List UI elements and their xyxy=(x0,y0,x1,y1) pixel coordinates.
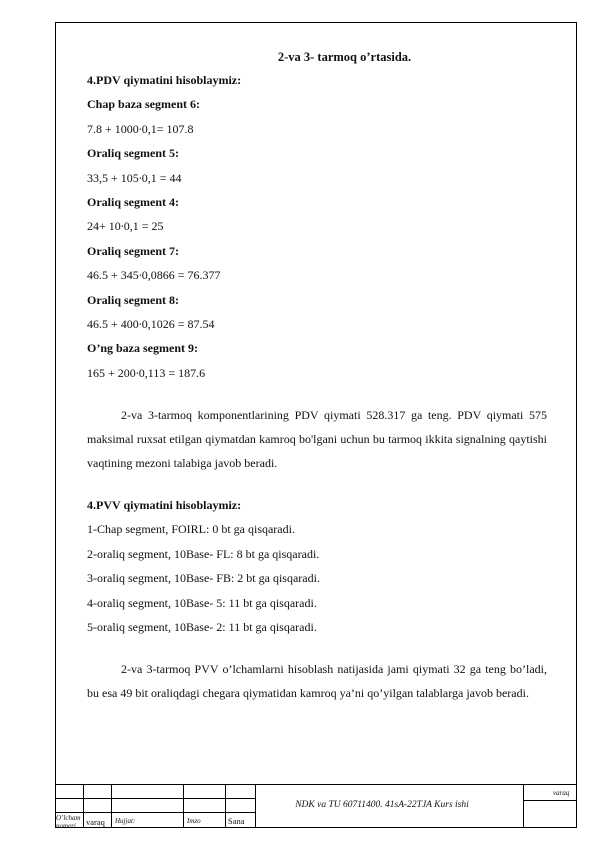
pdv-heading: 4.PDV qiymatini hisoblaymiz: xyxy=(87,73,242,87)
spacer xyxy=(87,475,547,493)
seg5-label: Oraliq segment 5: xyxy=(87,146,179,161)
pvv-item: 5-oraliq segment, 10Base- 2: 11 bt ga qisqaradi. xyxy=(87,620,317,635)
pvv-item: 3-oraliq segment, 10Base- FB: 2 bt ga qisqaradi. xyxy=(87,571,320,586)
pvv-item: 2-oraliq segment, 10Base- FL: 8 bt ga qisqaradi. xyxy=(87,546,320,561)
document-body xyxy=(87,46,547,705)
seg8-calc: 46.5 + 400∙0,1026 = 87.54 xyxy=(87,316,215,331)
seg9-calc: 165 + 200∙0,113 = 187.6 xyxy=(87,365,206,380)
seg4-calc: 24+ 10∙0,1 = 25 xyxy=(87,219,164,234)
pvv-conclusion: 2-va 3-tarmoq PVV o’lchamlarni hisoblash natijasida jami qiymati 32 ga teng bo’ladi, bu esa 49 bit oraliqdagi chegara qiymatidan kamroq ya’ni qo’yilgan talablarga javob beradi. xyxy=(87,662,547,701)
seg7-label: Oraliq segment 7: xyxy=(87,243,179,258)
seg6-label: Chap baza segment 6: xyxy=(87,97,200,112)
seg9-label: O’ng baza segment 9: xyxy=(87,341,198,356)
section-title: 2-va 3- tarmoq o’rtasida. xyxy=(277,50,412,64)
stamp-col-varaq: varaq xyxy=(86,817,105,827)
seg6-calc: 7.8 + 1000∙0,1= 107.8 xyxy=(87,121,194,136)
stamp-varaq-label: varaq xyxy=(553,789,570,797)
spacer xyxy=(87,639,547,657)
seg4-label: Oraliq segment 4: xyxy=(87,194,179,209)
pvv-item: 4-oraliq segment, 10Base- 5: 11 bt ga qisqaradi. xyxy=(87,595,317,610)
pvv-heading: 4.PVV qiymatini hisoblaymiz: xyxy=(87,498,242,513)
document-code: NDK va TU 60711400. 41sA-22TJA Kurs ishi xyxy=(295,800,469,810)
seg7-calc: 46.5 + 345∙0,0866 = 76.377 xyxy=(87,268,221,283)
stamp-col-sana: Sana xyxy=(228,816,245,826)
stamp-col-hujjat: Hujjat: xyxy=(115,817,136,825)
pdv-conclusion: 2-va 3-tarmoq komponentlarining PDV qiymati 528.317 ga teng. PDV qiymati 575 maksimal ruxsat etilgan qiymatdan kamroq bo'lgani uchun bu tarmoq ikkita signalning qaytishi vaqtining mezoni talabiga javob beradi. xyxy=(87,408,547,471)
seg5-calc: 33,5 + 105∙0,1 = 44 xyxy=(87,170,182,185)
stamp-col-number: nomeri xyxy=(56,822,76,830)
seg8-label: Oraliq segment 8: xyxy=(87,292,179,307)
stamp-col-size: O’lcham xyxy=(56,814,81,822)
stamp-col-imzo: Imzo xyxy=(187,817,201,825)
title-block xyxy=(55,784,577,828)
spacer xyxy=(87,385,547,403)
pvv-item: 1-Chap segment, FOIRL: 0 bt ga qisqaradi. xyxy=(87,522,295,537)
